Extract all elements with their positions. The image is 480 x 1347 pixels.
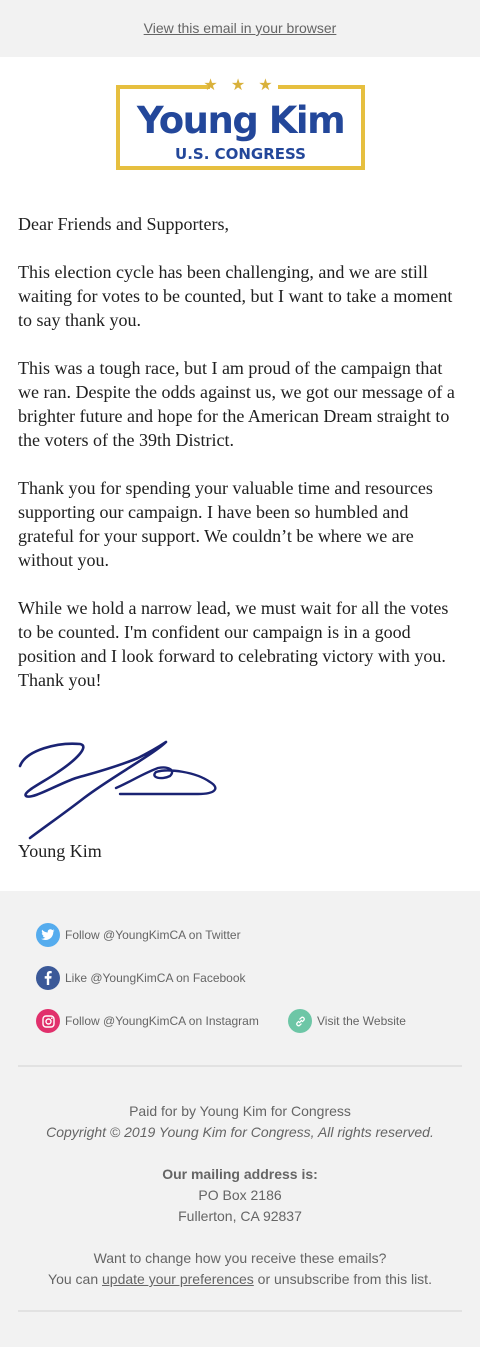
greeting: Dear Friends and Supporters, xyxy=(18,214,229,234)
copyright-notice: Copyright © 2019 Young Kim for Congress, All rights reserved. xyxy=(46,1124,434,1140)
view-in-browser-link[interactable]: View this email in your browser xyxy=(143,20,337,36)
you-can-text: You can xyxy=(48,1271,103,1287)
signature-name: Young Kim xyxy=(18,841,102,861)
logo-stars: ★ ★ ★ xyxy=(203,75,277,94)
email-preferences-prompt: Want to change how you receive these emails? xyxy=(93,1250,387,1266)
facebook-icon xyxy=(36,966,60,990)
campaign-logo xyxy=(114,77,366,173)
footer-bottom-divider xyxy=(18,1310,462,1312)
instagram-follow-link[interactable] xyxy=(36,1009,259,1033)
instagram-icon xyxy=(36,1009,60,1033)
twitter-follow-link[interactable] xyxy=(36,923,241,947)
email-body xyxy=(0,57,480,891)
instagram-follow-label: Follow @YoungKimCA on Instagram xyxy=(65,1014,259,1028)
paid-for-disclaimer: Paid for by Young Kim for Congress xyxy=(129,1103,351,1119)
facebook-like-link[interactable] xyxy=(36,966,246,990)
handwritten-signature xyxy=(18,738,220,841)
twitter-follow-label: Follow @YoungKimCA on Twitter xyxy=(65,928,241,942)
facebook-like-label: Like @YoungKimCA on Facebook xyxy=(65,971,246,985)
preheader xyxy=(0,0,480,57)
footer-divider xyxy=(18,1065,462,1067)
mailing-address-heading: Our mailing address is: xyxy=(162,1166,318,1182)
footer xyxy=(0,891,480,1347)
twitter-icon xyxy=(36,923,60,947)
letter-paragraph: While we hold a narrow lead, we must wait for all the votes to be counted. I'm confident our campaign is in a good position and I look forward to celebrating victory with you. Thank you! xyxy=(18,598,449,690)
visit-website-label: Visit the Website xyxy=(317,1014,406,1028)
logo-name: Young Kim xyxy=(136,99,345,142)
letter-paragraph: Thank you for spending your valuable time and resources supporting our campaign. I have been so humbled and grateful for your support. We couldn’t be where we are without you. xyxy=(18,478,433,570)
logo-frame xyxy=(116,85,365,170)
preferences-line xyxy=(0,1269,480,1290)
update-preferences-link[interactable]: update your preferences xyxy=(102,1271,254,1287)
address-line-1: PO Box 2186 xyxy=(198,1187,282,1203)
letter-paragraph: This election cycle has been challenging, and we are still waiting for votes to be counted, but I want to take a moment to say thank you. xyxy=(18,262,453,330)
address-line-2: Fullerton, CA 92837 xyxy=(178,1208,302,1224)
logo-subtitle: U.S. CONGRESS xyxy=(175,145,306,163)
letter-paragraph: This was a tough race, but I am proud of the campaign that we ran. Despite the odds against us, we got our message of a brighter future and hope for the American Dream straight to the voters of the 39th District. xyxy=(18,358,455,450)
link-icon xyxy=(288,1009,312,1033)
visit-website-link[interactable] xyxy=(288,1009,406,1033)
letter-body xyxy=(18,212,462,716)
unsubscribe-text: or unsubscribe from this list. xyxy=(253,1271,432,1287)
